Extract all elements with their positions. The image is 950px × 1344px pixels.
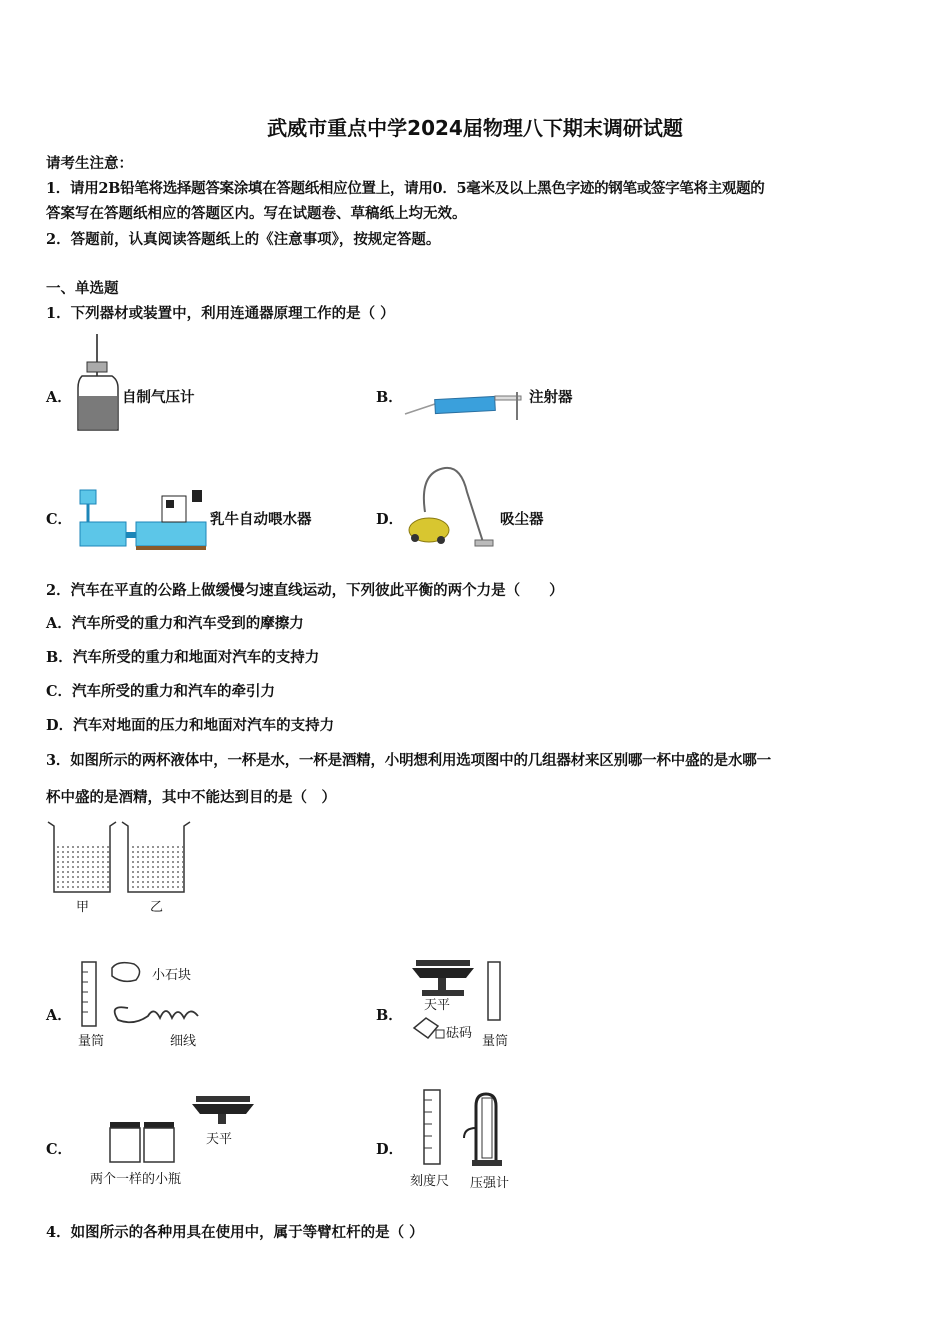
q3-option-d-label: D． (376, 1141, 404, 1158)
q2-option-a: A．汽车所受的重力和汽车受到的摩擦力 (46, 615, 304, 632)
q2-option-b: B．汽车所受的重力和地面对汽车的支持力 (46, 649, 320, 666)
caption-two-bottles: 两个一样的小瓶 (90, 1172, 182, 1187)
notice-heading: 请考生注意： (46, 155, 133, 172)
caption-cylinder-b: 量筒 (482, 1034, 509, 1049)
caption-weights: 砝码 (446, 1026, 473, 1041)
q2-stem: 2．汽车在平直的公路上做缓慢匀速直线运动，下列彼此平衡的两个力是（ ） (46, 582, 564, 599)
beaker-label-jia: 甲 (76, 900, 90, 915)
page-title: 武威市重点中学2024届物理八下期末调研试题 (267, 116, 683, 140)
notice-line-1: 1．请用2B铅笔将选择题答案涂填在答题纸相应位置上，请用0．5毫米及以上黑色字迹的钢笔或签字笔将主观题的 (46, 180, 765, 197)
caption-ruler: 刻度尺 (410, 1174, 450, 1189)
caption-balance-c: 天平 (206, 1132, 233, 1147)
q1-option-b-label: B． (376, 389, 403, 406)
section-heading: 一、单选题 (46, 280, 119, 297)
q3-option-b-label: B． (376, 1007, 403, 1024)
caption-cylinder-a: 量筒 (78, 1034, 105, 1049)
notice-line-2: 答案写在答题纸相应的答题区内。写在试题卷、草稿纸上均无效。 (46, 205, 467, 222)
q3-option-a-label: A． (46, 1007, 72, 1024)
q1-option-a-label: A． (46, 389, 72, 406)
caption-pressure-gauge: 压强计 (470, 1176, 510, 1191)
option-c-apparatus-figure (106, 1092, 256, 1164)
q4-stem: 4．如图所示的各种用具在使用中，属于等臂杠杆的是（ ） (46, 1224, 424, 1241)
q3-stem-line-1: 3．如图所示的两杯液体中，一杯是水，一杯是酒精，小明想利用选项图中的几组器材来区别哪一杯中盛的是水哪一 (46, 752, 771, 769)
q1-option-b-text: 注射器 (529, 389, 573, 406)
caption-small-stone: 小石块 (152, 968, 192, 983)
barometer-figure (74, 334, 124, 436)
q3-option-c-label: C． (46, 1141, 73, 1158)
q2-option-c: C．汽车所受的重力和汽车的牵引力 (46, 683, 276, 700)
caption-balance-b: 天平 (424, 998, 451, 1013)
vacuum-cleaner-figure (405, 462, 497, 550)
q3-stem-line-2: 杯中盛的是酒精，其中不能达到目的是（ ） (46, 789, 336, 806)
syringe-figure (405, 390, 525, 430)
q1-option-d-text: 吸尘器 (500, 511, 544, 528)
q1-option-a-text: 自制气压计 (122, 389, 195, 406)
q1-option-c-text: 乳牛自动喂水器 (210, 511, 312, 528)
q2-option-d: D．汽车对地面的压力和地面对汽车的支持力 (46, 717, 335, 734)
beaker-label-yi: 乙 (150, 900, 164, 915)
two-beakers-figure (46, 820, 190, 898)
cow-waterer-figure (76, 486, 210, 554)
notice-line-3: 2．答题前，认真阅读答题纸上的《注意事项》，按规定答题。 (46, 231, 441, 248)
q1-stem: 1．下列器材或装置中，利用连通器原理工作的是（ ） (46, 305, 395, 322)
q1-option-c-label: C． (46, 511, 73, 528)
option-d-apparatus-figure (420, 1088, 510, 1170)
caption-thread: 细线 (170, 1034, 197, 1049)
q1-option-d-label: D． (376, 511, 404, 528)
